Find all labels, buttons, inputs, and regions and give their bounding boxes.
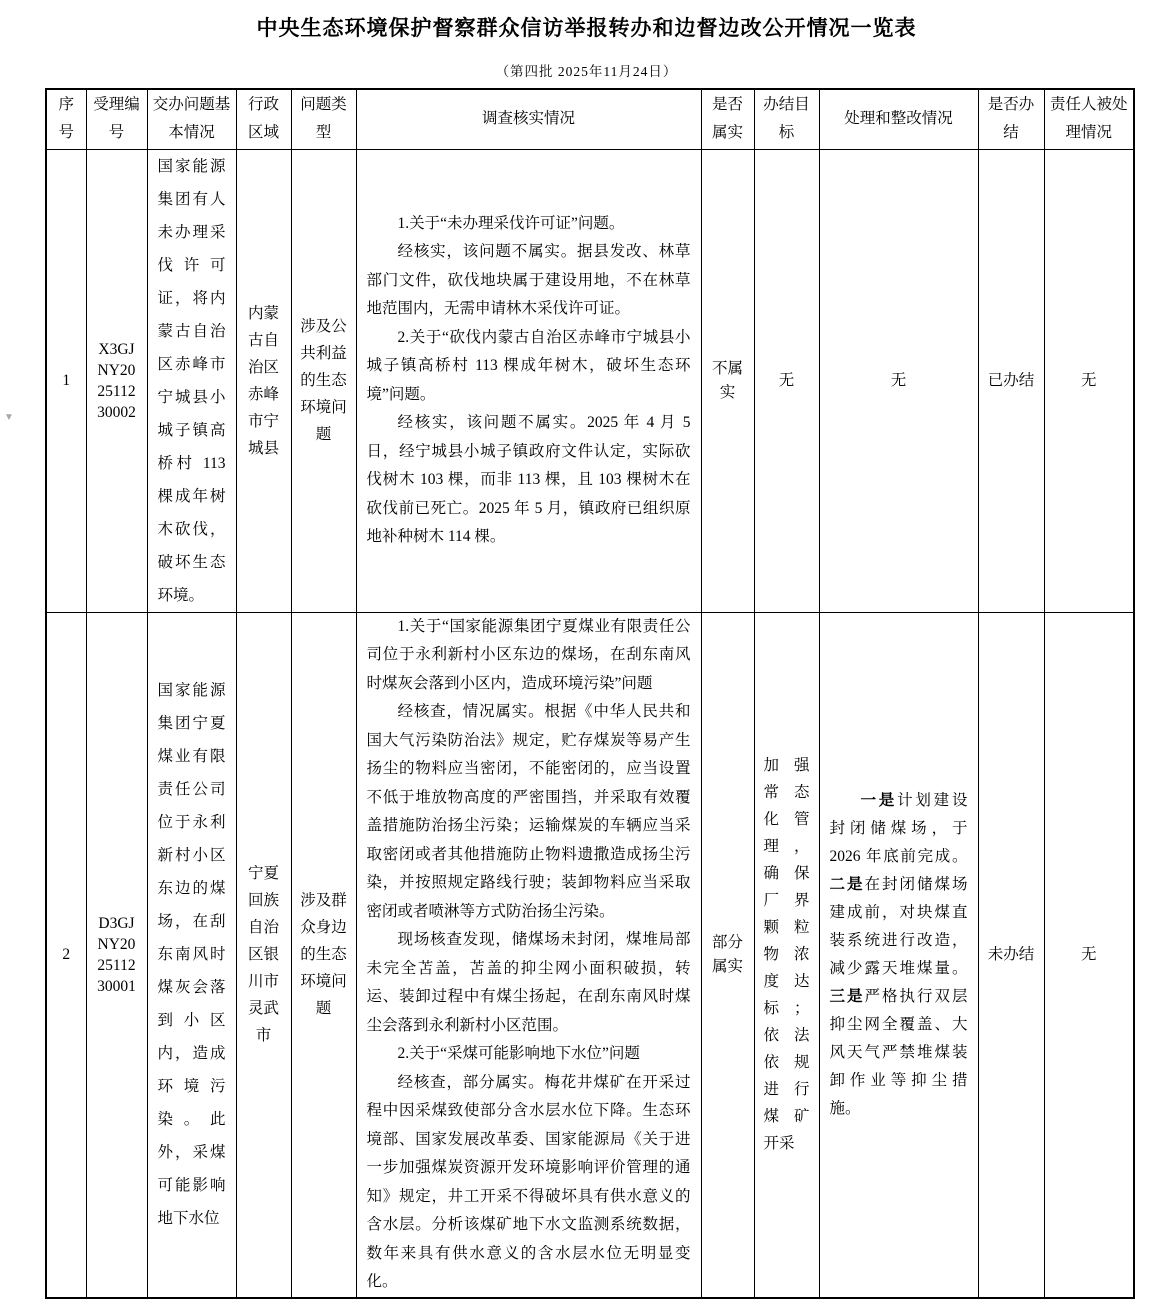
cell-accountability: 无 (1044, 612, 1134, 1298)
handling-step-1-label: 一是 (860, 791, 898, 809)
handling-step-2-label: 二是 (829, 875, 865, 893)
cell-problem: 国家能源集团宁夏煤业有限责任公司位于永利新村小区东边的煤场，在刮东南风时煤灰会落到小区内，造成环境污染。此外，采煤可能影响地下水位 (147, 612, 236, 1298)
investigation-paragraph: 现场核查发现，储煤场未封闭，煤堆局部未完全苫盖，苫盖的抑尘网小面积破损，转运、装卸过程中有煤尘扬起，在刮东南风时煤尘会落到永利新村小区范围。 (366, 931, 691, 1034)
cell-region: 宁夏回族自治区银川市灵武市 (236, 612, 291, 1298)
cell-type: 涉及群众身边的生态环境问题 (291, 612, 356, 1298)
cell-investigation (356, 612, 701, 1298)
cell-type: 涉及公共利益的生态环境问题 (291, 149, 356, 612)
col-header-is-true: 是否属实 (701, 89, 754, 149)
col-header-handling: 处理和整改情况 (819, 89, 978, 149)
investigation-paragraph: 2.关于“砍伐内蒙古自治区赤峰市宁城县小城子镇高桥村 113 棵成年树木，破坏生态环境”问题。 (366, 328, 691, 403)
cell-case-id: D3GJNY202511230001 (86, 612, 147, 1298)
handling-step-1-text: 计划建设封闭储煤场，于 2026 年底前完成。 (829, 791, 968, 865)
cell-investigation (356, 149, 701, 612)
cell-goal: 加强常态化管理，确保厂界颗粒物浓度达标；依法依规进行煤矿开采 (754, 612, 819, 1298)
investigation-paragraph: 经核实，该问题不属实。2025 年 4 月 5 日，经宁城县小城子镇政府文件认定，实际砍伐树木 103 棵，而非 113 棵，且 103 棵树木在砍伐前已死亡。2025 年 5 月，镇政府已组织原地补种树木 114 棵。 (366, 414, 691, 545)
investigation-paragraph: 经核实，该问题不属实。据县发改、林草部门文件，砍伐地块属于建设用地，不在林草地范围内，无需申请林木采伐许可证。 (366, 243, 691, 317)
cell-case-id: X3GJNY202511230002 (86, 149, 147, 612)
col-header-investigation: 调查核实情况 (356, 89, 701, 149)
cell-status: 已办结 (978, 149, 1044, 612)
cell-serial: 2 (46, 612, 86, 1298)
cell-accountability: 无 (1044, 149, 1134, 612)
investigation-paragraph: 1.关于“未办理采伐许可证”问题。 (397, 214, 625, 232)
handling-paragraph (830, 787, 968, 1123)
table-row (46, 149, 1134, 612)
cell-region: 内蒙古自治区赤峰市宁城县 (236, 149, 291, 612)
handling-step-3-text: 严格执行双层抑尘网全覆盖、大风天气严禁堆煤装卸作业等抑尘措施。 (829, 987, 968, 1117)
cell-goal: 无 (754, 149, 819, 612)
handling-step-2-text: 在封闭储煤场建成前，对块煤直装系统进行改造，减少露天堆煤量。 (829, 875, 968, 977)
cell-handling (819, 612, 978, 1298)
cell-handling: 无 (819, 149, 978, 612)
page-title: 中央生态环境保护督察群众信访举报转办和边督边改公开情况一览表 (256, 16, 917, 40)
col-header-case-id: 受理编号 (86, 89, 147, 149)
col-header-status: 是否办结 (978, 89, 1044, 149)
col-header-accountability: 责任人被处理情况 (1044, 89, 1134, 149)
table-row (46, 612, 1134, 1298)
page-subtitle: （第四批 2025年11月24日） (495, 64, 678, 79)
cell-is-true: 不属实 (701, 149, 754, 612)
investigation-paragraph: 2.关于“采煤可能影响地下水位”问题 (397, 1045, 640, 1062)
investigation-paragraph: 经核查，情况属实。根据《中华人民共和国大气污染防治法》规定，贮存煤炭等易产生扬尘的物料应当密闭，不能密闭的，应当设置不低于堆放物高度的严密围挡，并采取有效覆盖措施防治扬尘污染；运输煤炭的车辆应当采取密闭或者其他措施防止物料遗撒造成扬尘污染，并按照规定路线行驶；装卸物料应当采取密闭或者喷淋等方式防治扬尘污染。 (366, 703, 691, 920)
collapse-marker-icon: ▼ (4, 412, 14, 423)
col-header-type: 问题类型 (291, 89, 356, 149)
cell-serial: 1 (46, 149, 86, 612)
cell-problem: 国家能源集团有人未办理采伐许可证，将内蒙古自治区赤峰市宁城县小城子镇高桥村 113 棵成年树木砍伐，破坏生态环境。 (147, 149, 236, 612)
disclosure-table (45, 88, 1135, 1299)
col-header-serial: 序号 (46, 89, 86, 149)
investigation-paragraph: 1.关于“国家能源集团宁夏煤业有限责任公司位于永利新村小区东边的煤场，在刮东南风时煤灰会落到小区内，造成环境污染”问题 (366, 617, 691, 692)
cell-is-true: 部分属实 (701, 612, 754, 1298)
col-header-region: 行政区域 (236, 89, 291, 149)
col-header-goal: 办结目标 (754, 89, 819, 149)
handling-step-3-label: 三是 (829, 987, 865, 1005)
cell-status: 未办结 (978, 612, 1044, 1298)
col-header-problem: 交办问题基本情况 (147, 89, 236, 149)
header-row (46, 89, 1134, 149)
investigation-paragraph: 经核查，部分属实。梅花井煤矿在开采过程中因采煤致使部分含水层水位下降。生态环境部、国家发展改革委、国家能源局《关于进一步加强煤炭资源开发环境影响评价管理的通知》规定，井工开采不得破坏具有供水意义的含水层。分析该煤矿地下水文监测系统数据，数年来具有供水意义的含水层水位无明显变化。 (366, 1073, 691, 1290)
